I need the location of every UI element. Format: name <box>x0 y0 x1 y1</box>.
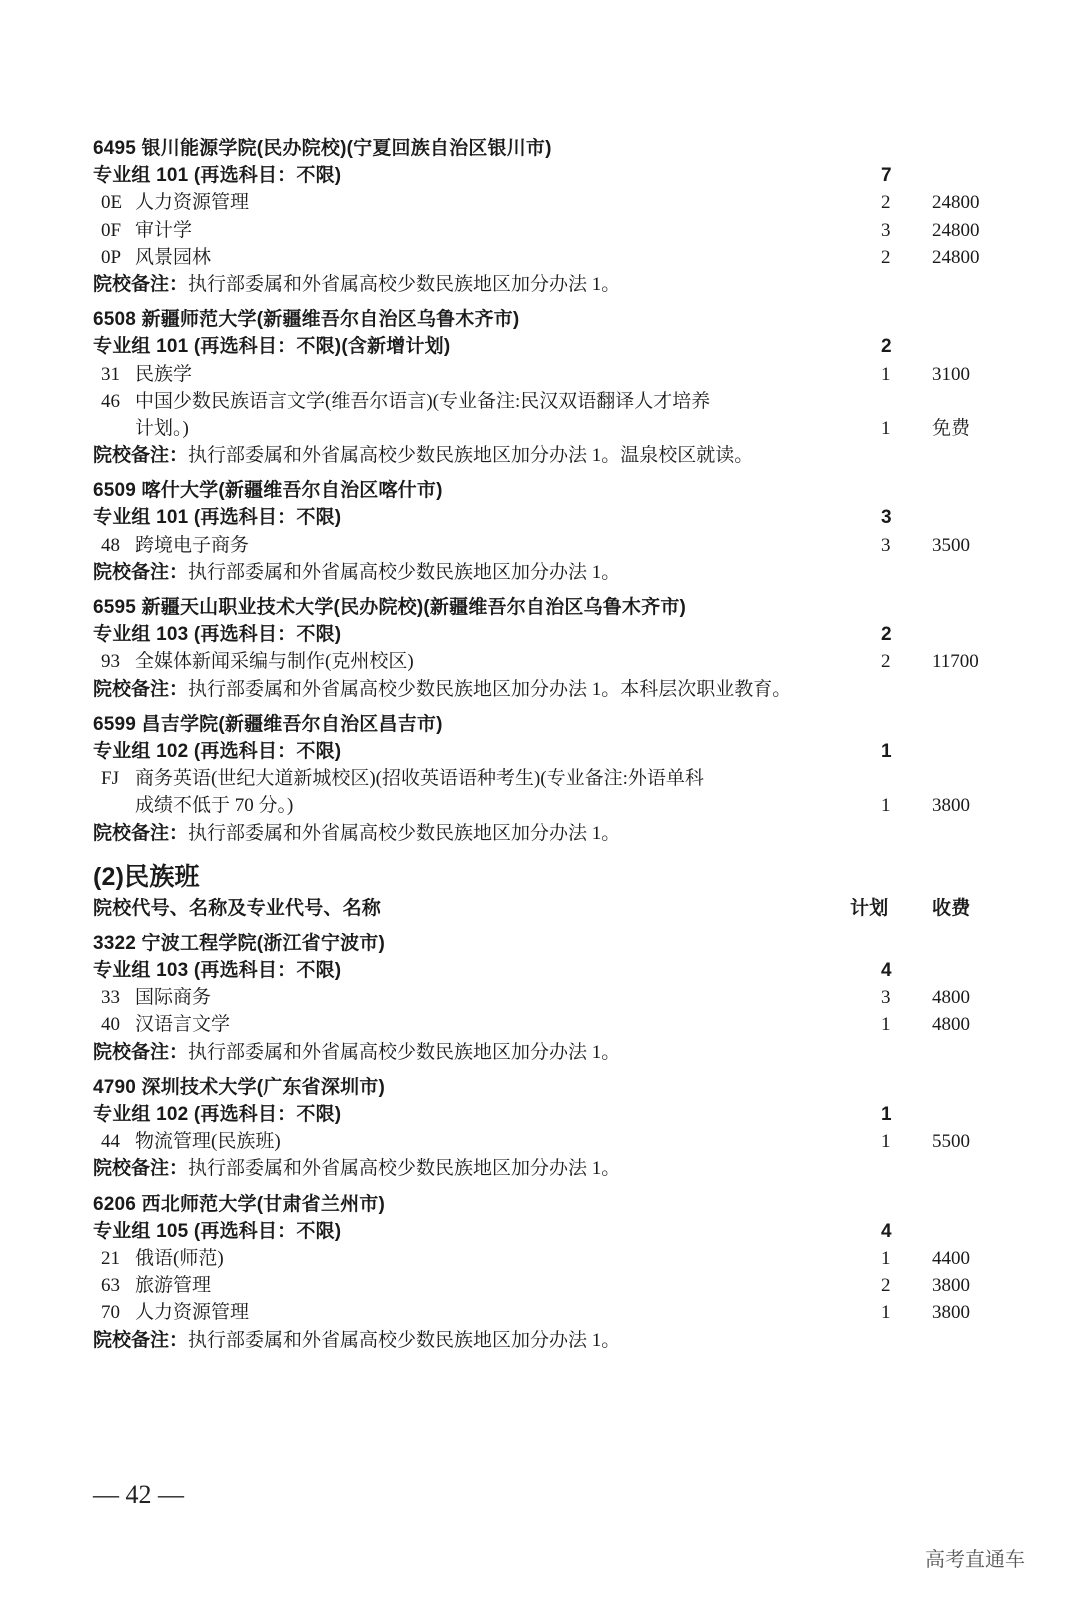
major-name: 跨境电子商务 <box>135 534 250 556</box>
major-group-label: 专业组 101 (再选科目：不限) <box>93 507 342 529</box>
major-code: 70 <box>101 1302 120 1324</box>
major-row <box>93 532 1013 559</box>
page-number: — 42 — <box>93 1480 184 1509</box>
major-code: 48 <box>101 534 120 556</box>
major-row <box>93 361 1013 388</box>
institution-note <box>93 820 1013 847</box>
institution-title: 6508 新疆师范大学(新疆维吾尔自治区乌鲁木齐市) <box>93 309 520 331</box>
major-name: 俄语(师范) <box>135 1247 224 1269</box>
note-text: 执行部委属和外省属高校少数民族地区加分办法 1。 <box>188 1329 621 1351</box>
note-label: 院校备注： <box>93 822 189 844</box>
section-title: (2)民族班 <box>93 862 200 891</box>
major-plan: 1 <box>881 1302 891 1324</box>
major-plan: 3 <box>881 534 891 556</box>
institution-block <box>93 477 1013 586</box>
column-header-row <box>93 895 1013 922</box>
institution-note <box>93 559 1013 586</box>
major-code: 0P <box>101 246 122 268</box>
institution-title: 6206 西北师范大学(甘肃省兰州市) <box>93 1193 386 1215</box>
major-fee: 4800 <box>932 987 970 1009</box>
major-group-label: 专业组 102 (再选科目：不限) <box>93 740 342 762</box>
major-name: 旅游管理 <box>135 1275 212 1297</box>
major-group-label: 专业组 103 (再选科目：不限) <box>93 960 342 982</box>
major-plan: 3 <box>881 987 891 1009</box>
major-code: 21 <box>101 1247 120 1269</box>
major-plan: 1 <box>881 1014 891 1036</box>
major-row <box>93 765 1013 792</box>
major-group-label: 专业组 105 (再选科目：不限) <box>93 1220 342 1242</box>
institution-title: 6595 新疆天山职业技术大学(民办院校)(新疆维吾尔自治区乌鲁木齐市) <box>93 597 687 618</box>
institution-note <box>93 442 1013 469</box>
major-name: 人力资源管理 <box>135 192 250 214</box>
major-fee: 4400 <box>932 1247 970 1269</box>
major-code: 63 <box>101 1275 120 1297</box>
major-row-continuation <box>93 415 1013 442</box>
institution-block <box>93 306 1013 469</box>
major-plan: 2 <box>881 1275 891 1297</box>
note-text: 执行部委属和外省属高校少数民族地区加分办法 1。 <box>188 1158 621 1180</box>
institution-block <box>93 1074 1013 1183</box>
note-text: 执行部委属和外省属高校少数民族地区加分办法 1。本科层次职业教育。 <box>188 678 792 700</box>
major-group-plan: 4 <box>881 1220 892 1242</box>
major-group-plan: 1 <box>881 740 892 762</box>
major-fee: 24800 <box>932 192 980 214</box>
major-group-row <box>93 1218 1013 1245</box>
note-label: 院校备注： <box>93 678 189 700</box>
note-text: 执行部委属和外省属高校少数民族地区加分办法 1。 <box>188 273 621 295</box>
institution-list-part1 <box>93 135 1013 847</box>
column-header-plan: 计划 <box>850 897 889 919</box>
major-fee: 3100 <box>932 363 970 385</box>
major-group-row <box>93 738 1013 765</box>
major-name-continuation: 计划。) <box>135 417 189 439</box>
major-name: 全媒体新闻采编与制作(克州校区) <box>135 651 414 673</box>
major-group-plan: 1 <box>881 1104 892 1125</box>
major-plan: 1 <box>881 795 891 817</box>
note-label: 院校备注： <box>93 1329 189 1351</box>
column-header-name: 院校代号、名称及专业代号、名称 <box>93 897 382 919</box>
major-name: 国际商务 <box>135 987 212 1009</box>
major-row <box>93 984 1013 1011</box>
major-plan: 1 <box>881 363 891 385</box>
institution-title: 6599 昌吉学院(新疆维吾尔自治区昌吉市) <box>93 713 443 735</box>
major-name: 汉语言文学 <box>135 1014 231 1036</box>
major-group-row <box>93 1101 1013 1128</box>
institution-block <box>93 1191 1013 1354</box>
major-code: 33 <box>101 987 120 1009</box>
major-group-plan: 2 <box>881 336 892 358</box>
institution-note <box>93 1039 1013 1066</box>
note-label: 院校备注： <box>93 1041 189 1063</box>
major-row <box>93 388 1013 415</box>
major-plan: 2 <box>881 192 891 214</box>
institution-title: 6509 喀什大学(新疆维吾尔自治区喀什市) <box>93 480 443 502</box>
major-row <box>93 217 1013 244</box>
major-row <box>93 1245 1013 1272</box>
major-name: 商务英语(世纪大道新城校区)(招收英语语种考生)(专业备注:外语单科 <box>135 768 704 790</box>
column-header-fee: 收费 <box>932 897 971 919</box>
major-fee: 免费 <box>932 417 971 439</box>
major-name: 风景园林 <box>135 246 212 268</box>
note-label: 院校备注： <box>93 561 189 583</box>
major-code: 31 <box>101 363 120 385</box>
watermark: 高考直通车 <box>925 1547 1025 1571</box>
major-plan: 1 <box>881 1131 891 1153</box>
major-row <box>93 648 1013 675</box>
major-fee: 4800 <box>932 1014 970 1036</box>
major-row <box>93 189 1013 216</box>
major-group-row <box>93 504 1013 531</box>
note-label: 院校备注： <box>93 445 189 467</box>
institution-title: 6495 银川能源学院(民办院校)(宁夏回族自治区银川市) <box>93 138 552 159</box>
major-group-row <box>93 333 1013 360</box>
note-label: 院校备注： <box>93 1158 189 1180</box>
major-code: 44 <box>101 1131 120 1153</box>
admissions-listing <box>93 127 1013 1354</box>
major-group-plan: 4 <box>881 960 892 982</box>
major-plan: 3 <box>881 219 891 241</box>
major-code: FJ <box>101 768 119 790</box>
major-name: 审计学 <box>135 219 193 241</box>
major-row-continuation <box>93 792 1013 819</box>
institution-block <box>93 711 1013 847</box>
major-name: 中国少数民族语言文学(维吾尔语言)(专业备注:民汉双语翻译人才培养 <box>135 390 711 412</box>
major-row <box>93 1299 1013 1326</box>
institution-note <box>93 1155 1013 1182</box>
major-row <box>93 1011 1013 1038</box>
major-group-plan: 3 <box>881 507 892 529</box>
major-fee: 3800 <box>932 1302 970 1324</box>
note-label: 院校备注： <box>93 273 189 295</box>
major-name: 民族学 <box>135 363 193 385</box>
institution-list-part2 <box>93 930 1013 1354</box>
institution-note <box>93 1327 1013 1354</box>
note-text: 执行部委属和外省属高校少数民族地区加分办法 1。 <box>188 1041 621 1063</box>
note-text: 执行部委属和外省属高校少数民族地区加分办法 1。温泉校区就读。 <box>188 445 754 467</box>
institution-title: 3322 宁波工程学院(浙江省宁波市) <box>93 932 386 954</box>
major-plan: 1 <box>881 1247 891 1269</box>
major-fee: 24800 <box>932 246 980 268</box>
major-group-label: 专业组 103 (再选科目：不限) <box>93 624 342 646</box>
major-code: 40 <box>101 1014 120 1036</box>
major-group-plan: 2 <box>881 624 892 646</box>
major-fee: 5500 <box>932 1131 970 1153</box>
major-fee: 3800 <box>932 1275 970 1297</box>
major-name: 物流管理(民族班) <box>135 1131 281 1153</box>
institution-title: 4790 深圳技术大学(广东省深圳市) <box>93 1076 386 1098</box>
major-plan: 2 <box>881 246 891 268</box>
major-fee: 24800 <box>932 219 980 241</box>
major-plan: 2 <box>881 651 891 673</box>
major-code: 0E <box>101 192 123 214</box>
major-group-row <box>93 957 1013 984</box>
major-fee: 3800 <box>932 795 970 817</box>
major-code: 0F <box>101 219 122 241</box>
note-text: 执行部委属和外省属高校少数民族地区加分办法 1。 <box>188 822 621 844</box>
institution-block <box>93 594 1013 703</box>
major-code: 46 <box>101 390 120 412</box>
institution-block <box>93 930 1013 1066</box>
major-row <box>93 1272 1013 1299</box>
major-plan: 1 <box>881 417 891 439</box>
note-text: 执行部委属和外省属高校少数民族地区加分办法 1。 <box>188 561 621 583</box>
major-group-row <box>93 162 1013 189</box>
major-group-label: 专业组 101 (再选科目：不限)(含新增计划) <box>93 336 451 358</box>
institution-note <box>93 676 1013 703</box>
institution-block <box>93 135 1013 298</box>
major-group-row <box>93 621 1013 648</box>
major-name-continuation: 成绩不低于 70 分。) <box>135 795 294 817</box>
major-fee: 11700 <box>932 651 979 673</box>
major-fee: 3500 <box>932 534 970 556</box>
major-group-label: 专业组 102 (再选科目：不限) <box>93 1104 342 1125</box>
institution-note <box>93 271 1013 298</box>
major-code: 93 <box>101 651 120 673</box>
major-group-plan: 7 <box>881 165 892 187</box>
major-name: 人力资源管理 <box>135 1302 250 1324</box>
major-row <box>93 1128 1013 1155</box>
major-row <box>93 244 1013 271</box>
major-group-label: 专业组 101 (再选科目：不限) <box>93 165 342 187</box>
